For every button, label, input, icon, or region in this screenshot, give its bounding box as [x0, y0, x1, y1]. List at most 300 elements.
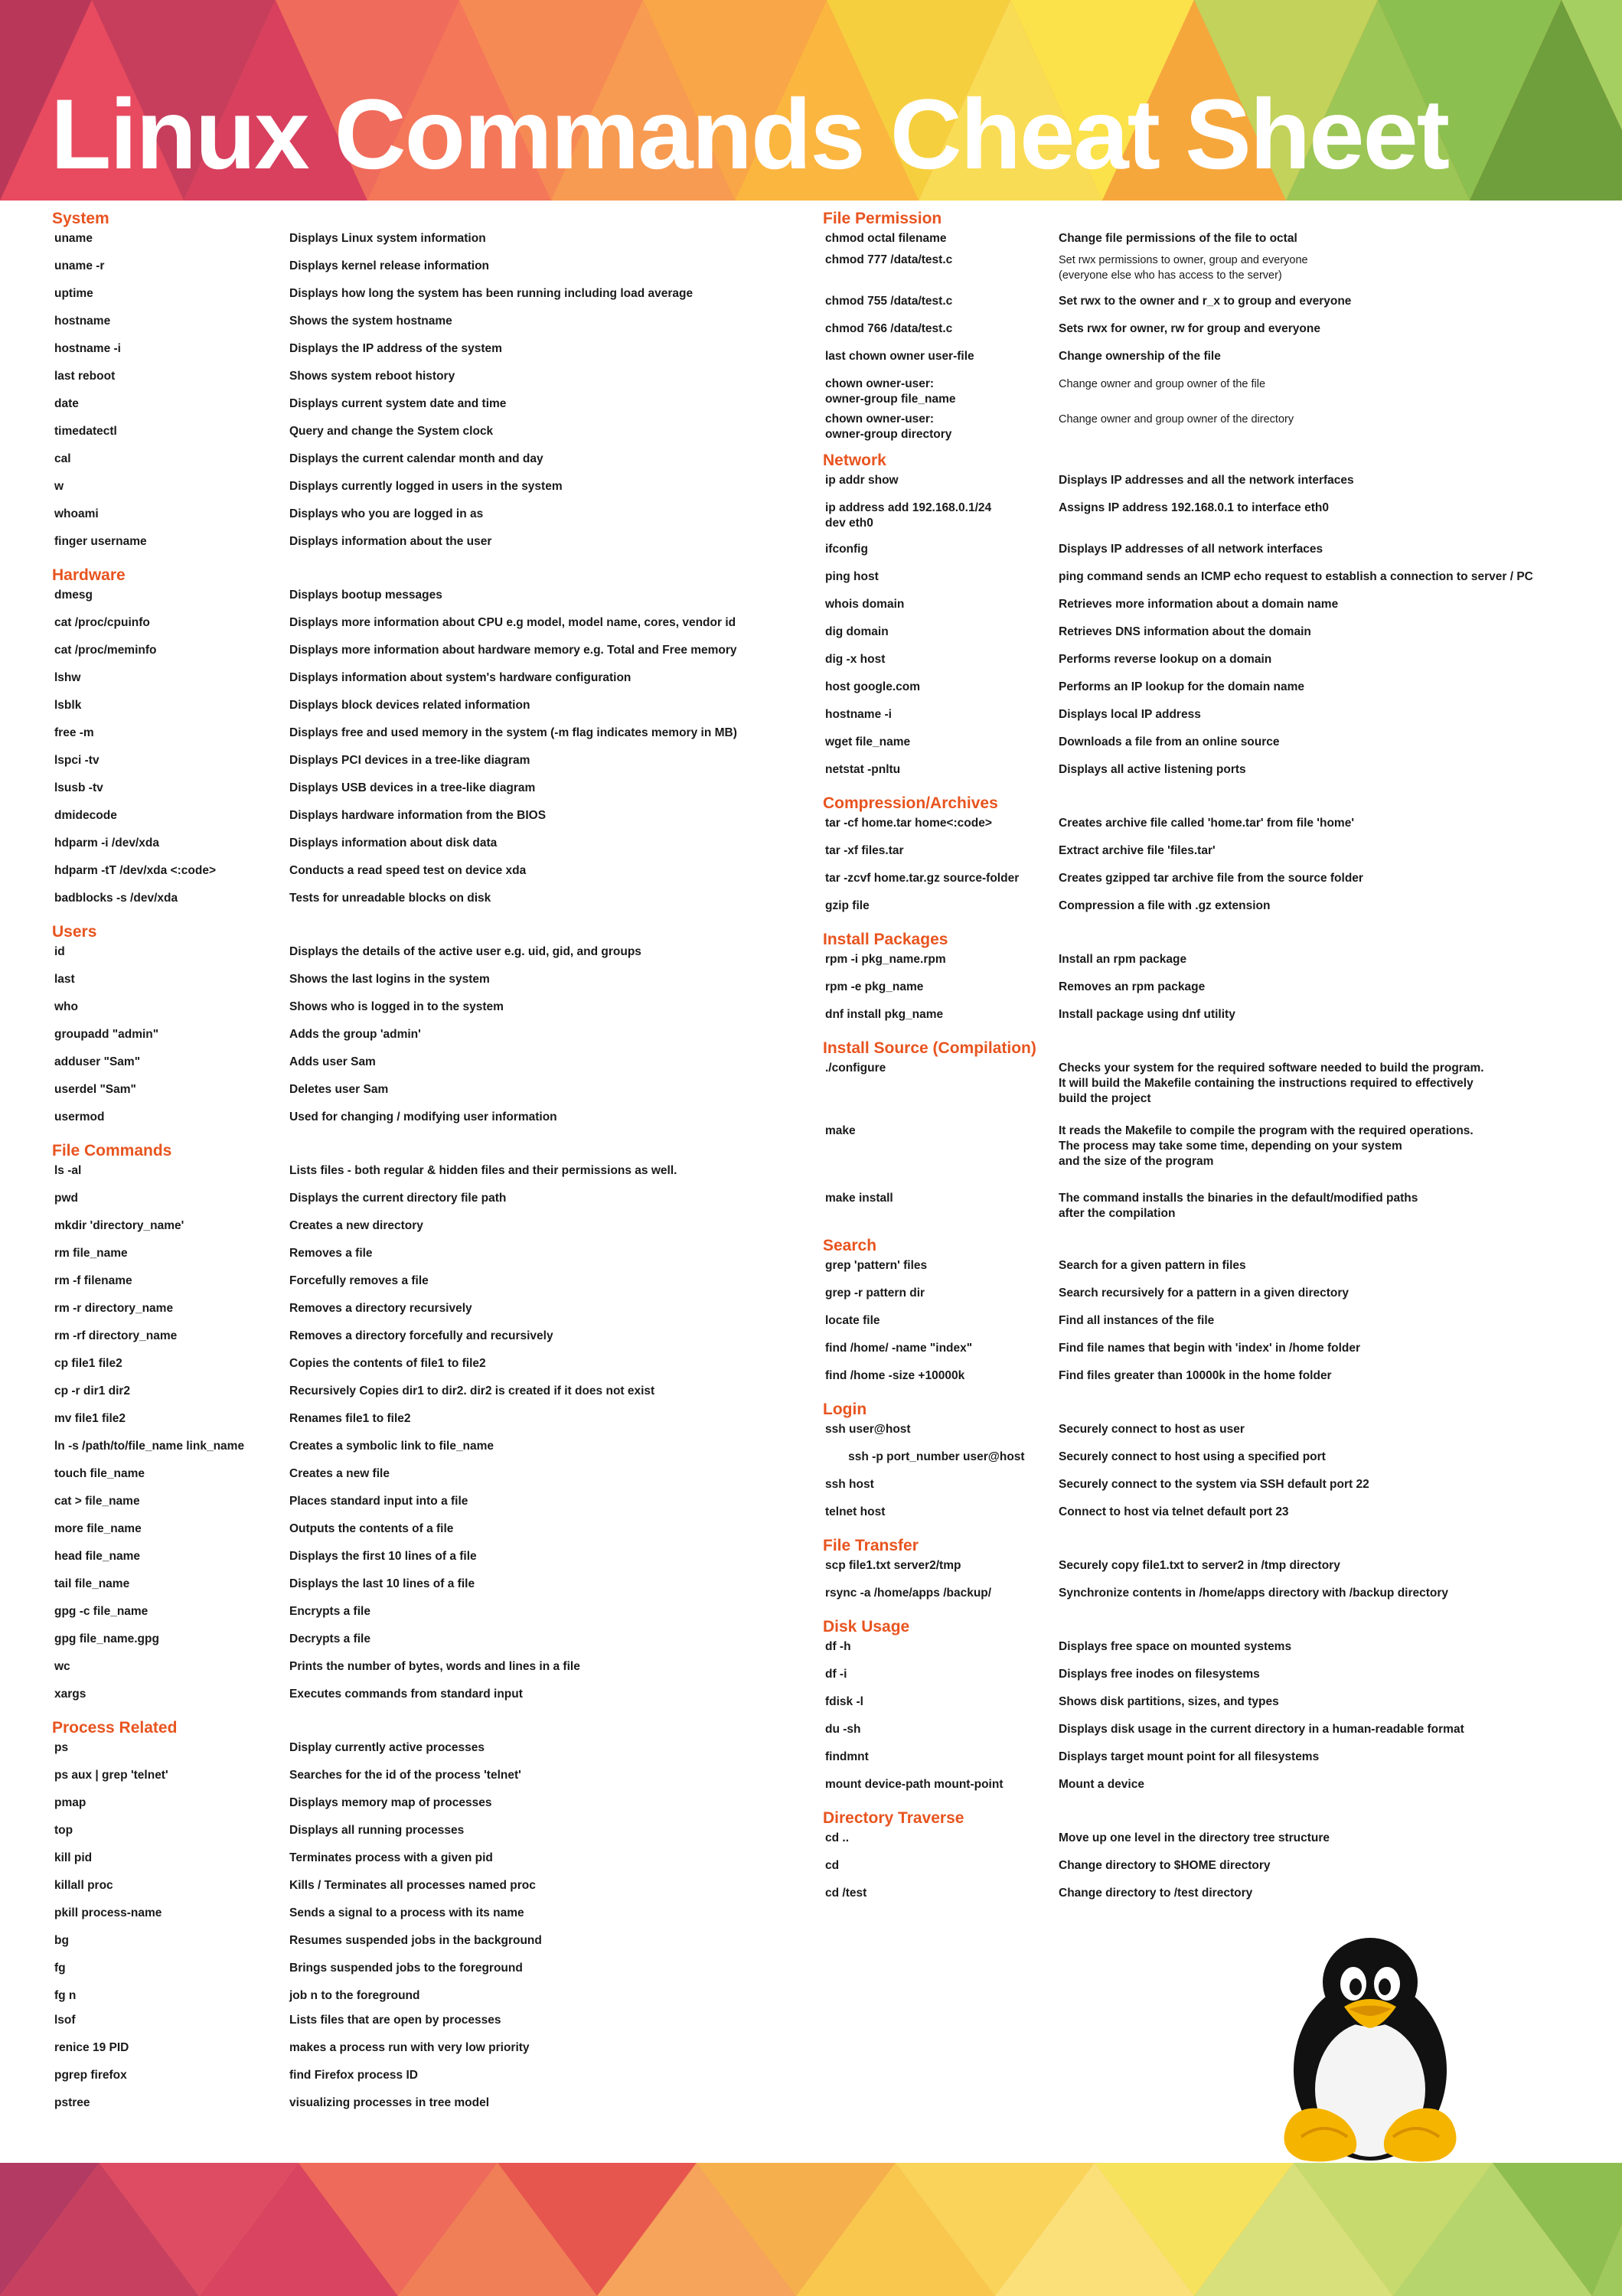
- command: dnf install pkg_name: [825, 1008, 944, 1021]
- command: gpg -c file_name: [54, 1605, 148, 1618]
- command: lsblk: [54, 699, 82, 712]
- description: Performs an IP lookup for the domain name: [1059, 680, 1304, 693]
- command: id: [54, 945, 65, 958]
- description: Displays local IP address: [1059, 708, 1201, 721]
- description: Display currently active processes: [289, 1741, 485, 1754]
- command-row: [52, 1384, 810, 1411]
- command: free -m: [54, 726, 94, 739]
- description: Downloads a file from an online source: [1059, 735, 1280, 748]
- command-row: [823, 680, 1596, 707]
- section-title-system: System: [52, 210, 109, 227]
- command: rm -f filename: [54, 1274, 132, 1287]
- command-row: [823, 501, 1596, 542]
- command-row: [823, 294, 1596, 321]
- command-row: [52, 1961, 810, 1988]
- command-row: [823, 899, 1596, 926]
- description: Install an rpm package: [1059, 953, 1187, 966]
- command-row: [52, 1933, 810, 1961]
- description-line: Checks your system for the required software needed to build the program.: [1059, 1062, 1484, 1075]
- command: ps: [54, 1741, 69, 1754]
- command: tar -zcvf home.tar.gz source-folder: [825, 872, 1020, 885]
- command: tar -xf files.tar: [825, 844, 904, 857]
- command: dig domain: [825, 625, 889, 638]
- description: Resumes suspended jobs in the background: [289, 1934, 542, 1947]
- section-title-users: Users: [52, 923, 97, 941]
- command-row: [52, 2040, 810, 2068]
- linux-tux-penguin-icon: [1271, 1936, 1470, 2166]
- command-row: [823, 843, 1596, 871]
- command-line: dev eth0: [825, 517, 873, 530]
- command: pmap: [54, 1796, 86, 1809]
- description: Displays PCI devices in a tree-like diagram: [289, 754, 530, 767]
- command-row: [52, 1494, 810, 1521]
- command: [825, 501, 991, 531]
- command-row: [823, 569, 1596, 597]
- description: [1059, 1191, 1418, 1221]
- description: Tests for unreadable blocks on disk: [289, 892, 491, 905]
- command-row: [52, 1906, 810, 1933]
- description: Retrieves DNS information about the domain: [1059, 625, 1311, 638]
- command: ssh -p port_number user@host: [825, 1450, 1025, 1463]
- command: timedatectl: [54, 425, 117, 438]
- description: Change directory to $HOME directory: [1059, 1859, 1271, 1872]
- command: make: [825, 1124, 856, 1137]
- description: Creates gzipped tar archive file from the source folder: [1059, 872, 1363, 885]
- command: ip addr show: [825, 474, 899, 487]
- command: ssh user@host: [825, 1423, 911, 1436]
- description: Executes commands from standard input: [289, 1688, 523, 1701]
- description: Recursively Copies dir1 to dir2. dir2 is created if it does not exist: [289, 1384, 655, 1397]
- section-title-login: Login: [823, 1401, 867, 1418]
- command-row: [823, 542, 1596, 569]
- description-line: The command installs the binaries in the default/modified paths: [1059, 1192, 1418, 1205]
- description: [1059, 1124, 1474, 1169]
- description: Search recursively for a pattern in a given directory: [1059, 1287, 1349, 1300]
- command: ping host: [825, 570, 879, 583]
- description: Renames file1 to file2: [289, 1412, 411, 1425]
- command: badblocks -s /dev/xda: [54, 892, 178, 905]
- command: groupadd "admin": [54, 1028, 159, 1041]
- command-row: [52, 2095, 810, 2123]
- description: Conducts a read speed test on device xda: [289, 864, 527, 877]
- command: chmod 755 /data/test.c: [825, 295, 953, 308]
- command-row: [823, 980, 1596, 1007]
- description: Displays the details of the active user e.g. uid, gid, and groups: [289, 945, 641, 958]
- command: mkdir 'directory_name': [54, 1219, 184, 1232]
- command: gpg file_name.gpg: [54, 1632, 159, 1645]
- command: mv file1 file2: [54, 1412, 126, 1425]
- command: xargs: [54, 1688, 86, 1701]
- command: head file_name: [54, 1550, 140, 1563]
- command: cd ..: [825, 1831, 850, 1844]
- command: whois domain: [825, 598, 905, 611]
- command-row: [52, 259, 810, 286]
- command: killall proc: [54, 1879, 113, 1892]
- command-row: [52, 396, 810, 424]
- description: Lists files that are open by processes: [289, 2014, 501, 2027]
- description: Forcefully removes a file: [289, 1274, 429, 1287]
- command-row: [823, 1777, 1596, 1805]
- description: Displays USB devices in a tree-like diagram: [289, 781, 536, 794]
- command-row: [52, 1218, 810, 1246]
- description: Creates a new directory: [289, 1219, 423, 1232]
- command-row: [52, 507, 810, 534]
- command: cp file1 file2: [54, 1357, 122, 1370]
- command-row: [823, 1286, 1596, 1313]
- command: netstat -pnltu: [825, 763, 901, 776]
- command-row: [823, 816, 1596, 843]
- command-row: [823, 349, 1596, 377]
- command-row: [823, 625, 1596, 652]
- description: Used for changing / modifying user information: [289, 1110, 557, 1124]
- description: Displays bootup messages: [289, 589, 442, 602]
- command-row: [52, 1521, 810, 1549]
- command-row: [52, 1000, 810, 1027]
- description: Sets rwx for owner, rw for group and everyone: [1059, 322, 1320, 335]
- command-row: [823, 1667, 1596, 1694]
- command: uptime: [54, 287, 93, 300]
- command-row: [823, 1750, 1596, 1777]
- command: mount device-path mount-point: [825, 1778, 1004, 1791]
- description: Performs reverse lookup on a domain: [1059, 653, 1272, 666]
- command-row: [823, 1061, 1596, 1124]
- command: host google.com: [825, 680, 920, 693]
- description: Connect to host via telnet default port 23: [1059, 1505, 1289, 1518]
- description: Prints the number of bytes, words and lines in a file: [289, 1660, 580, 1673]
- description: Shows disk partitions, sizes, and types: [1059, 1695, 1279, 1708]
- command: hdparm -tT /dev/xda <:code>: [54, 864, 217, 877]
- description: Find all instances of the file: [1059, 1314, 1215, 1327]
- command: hostname: [54, 315, 111, 328]
- command: hdparm -i /dev/xda: [54, 837, 159, 850]
- command: rm -rf directory_name: [54, 1329, 178, 1342]
- command: w: [54, 480, 64, 493]
- command: ln -s /path/to/file_name link_name: [54, 1440, 245, 1453]
- description: Change owner and group owner of the file: [1059, 378, 1266, 390]
- command-row: [52, 1439, 810, 1466]
- description: Copies the contents of file1 to file2: [289, 1357, 486, 1370]
- command: find /home/ -name "index": [825, 1342, 973, 1355]
- description: Displays who you are logged in as: [289, 507, 484, 520]
- section-title-file-permission: File Permission: [823, 210, 942, 227]
- description-line: and the size of the program: [1059, 1155, 1214, 1168]
- command: cd /test: [825, 1887, 867, 1900]
- command-row: [52, 1851, 810, 1878]
- command-row: [52, 753, 810, 781]
- description: visualizing processes in tree model: [289, 2096, 490, 2109]
- description: Assigns IP address 192.168.0.1 to interface eth0: [1059, 501, 1329, 514]
- description: Compression a file with .gz extension: [1059, 899, 1271, 912]
- command: cal: [54, 452, 71, 465]
- description: Securely connect to the system via SSH default port 22: [1059, 1478, 1369, 1491]
- command-line: chown owner-user:: [825, 413, 935, 426]
- command-row: [52, 1659, 810, 1687]
- command-row: [823, 871, 1596, 899]
- description: Brings suspended jobs to the foreground: [289, 1962, 523, 1975]
- command-row: [823, 1694, 1596, 1722]
- command: uname -r: [54, 259, 105, 272]
- description: [1059, 253, 1308, 283]
- description: Displays the last 10 lines of a file: [289, 1577, 475, 1590]
- command-row: [52, 1191, 810, 1218]
- command-row: [823, 1124, 1596, 1191]
- command-row: [823, 1886, 1596, 1913]
- command-row: [52, 1329, 810, 1356]
- section-title-directory-traverse: Directory Traverse: [823, 1809, 964, 1827]
- description-line: Set rwx permissions to owner, group and everyone: [1059, 254, 1308, 266]
- command: df -i: [825, 1668, 847, 1681]
- command-row: [52, 944, 810, 972]
- command: wget file_name: [825, 735, 911, 748]
- description: Displays the first 10 lines of a file: [289, 1550, 477, 1563]
- description: Query and change the System clock: [289, 425, 494, 438]
- command-row: [52, 670, 810, 698]
- command: dig -x host: [825, 653, 886, 666]
- description: Displays the current directory file path: [289, 1192, 507, 1205]
- command: pwd: [54, 1192, 78, 1205]
- description-line: (everyone else who has access to the server): [1059, 269, 1282, 282]
- description: Displays information about system's hardware configuration: [289, 671, 632, 684]
- section-title-install-packages: Install Packages: [823, 931, 948, 948]
- command: chmod octal filename: [825, 232, 947, 245]
- description: Creates a new file: [289, 1467, 390, 1480]
- command-row: [52, 231, 810, 259]
- command-row: [823, 1341, 1596, 1368]
- command: fdisk -l: [825, 1695, 863, 1708]
- command: fg n: [54, 1989, 77, 2002]
- description: makes a process run with very low priority: [289, 2041, 530, 2054]
- command: date: [54, 397, 79, 410]
- command: touch file_name: [54, 1467, 145, 1480]
- description: Displays Linux system information: [289, 232, 486, 245]
- description: Removes a directory forcefully and recursively: [289, 1329, 553, 1342]
- command-row: [823, 1422, 1596, 1450]
- command: lspci -tv: [54, 754, 100, 767]
- command: [825, 412, 951, 442]
- command-row: [52, 1411, 810, 1439]
- description: Synchronize contents in /home/apps directory with /backup directory: [1059, 1587, 1449, 1600]
- left-column: [52, 205, 810, 2123]
- command-row: [823, 1450, 1596, 1477]
- command-row: [823, 652, 1596, 680]
- command: userdel "Sam": [54, 1083, 136, 1096]
- command: du -sh: [825, 1723, 861, 1736]
- command-row: [52, 1687, 810, 1714]
- description: Terminates process with a given pid: [289, 1851, 493, 1864]
- command: rpm -e pkg_name: [825, 980, 924, 993]
- description: Displays the current calendar month and day: [289, 452, 543, 465]
- command: chmod 766 /data/test.c: [825, 322, 953, 335]
- command: rm file_name: [54, 1247, 128, 1260]
- description: Find file names that begin with 'index' in /home folder: [1059, 1342, 1361, 1355]
- command: wc: [54, 1660, 70, 1673]
- footer-banner: [0, 2163, 1622, 2296]
- command: df -h: [825, 1640, 851, 1653]
- description: Displays IP addresses and all the network interfaces: [1059, 474, 1354, 487]
- description: Creates archive file called 'home.tar' from file 'home': [1059, 817, 1355, 830]
- command-row: [52, 1110, 810, 1137]
- command-row: [52, 891, 810, 918]
- description: Securely connect to host as user: [1059, 1423, 1245, 1436]
- description: Displays target mount point for all filesystems: [1059, 1750, 1320, 1763]
- description: Removes a directory recursively: [289, 1302, 472, 1315]
- penguin-drawing: [1271, 1936, 1470, 2166]
- description: Find files greater than 10000k in the home folder: [1059, 1369, 1332, 1382]
- command-row: [52, 1027, 810, 1055]
- command-row: [823, 1505, 1596, 1532]
- command-row: [52, 808, 810, 836]
- description: Places standard input into a file: [289, 1495, 468, 1508]
- description: Set rwx to the owner and r_x to group and everyone: [1059, 295, 1352, 308]
- command: renice 19 PID: [54, 2041, 129, 2054]
- description-line: The process may take some time, depending on your system: [1059, 1140, 1402, 1153]
- command-row: [52, 1549, 810, 1577]
- description: Adds the group 'admin': [289, 1028, 421, 1041]
- description: Change ownership of the file: [1059, 350, 1221, 363]
- description-line: after the compilation: [1059, 1207, 1176, 1220]
- command: tar -cf home.tar home<:code>: [825, 817, 992, 830]
- command-row: [52, 479, 810, 507]
- description: Displays all running processes: [289, 1824, 465, 1837]
- command: chmod 777 /data/test.c: [825, 253, 953, 266]
- command: scp file1.txt server2/tmp: [825, 1559, 961, 1572]
- command-row: [823, 1722, 1596, 1750]
- description: Adds user Sam: [289, 1055, 376, 1068]
- command: adduser "Sam": [54, 1055, 141, 1068]
- command-line: ip address add 192.168.0.1/24: [825, 501, 992, 514]
- command: dmesg: [54, 589, 93, 602]
- command: ps aux | grep 'telnet': [54, 1769, 168, 1782]
- section-title-disk-usage: Disk Usage: [823, 1618, 910, 1636]
- description: Encrypts a file: [289, 1605, 370, 1618]
- page-title: Linux Commands Cheat Sheet: [51, 78, 1449, 190]
- description: Displays current system date and time: [289, 397, 507, 410]
- command: cat /proc/meminfo: [54, 644, 157, 657]
- description: Displays all active listening ports: [1059, 763, 1246, 776]
- command: make install: [825, 1192, 893, 1205]
- section-title-install-source: Install Source (Compilation): [823, 1039, 1036, 1057]
- command-row: [52, 863, 810, 891]
- command-row: [52, 1163, 810, 1191]
- command-row: [823, 1007, 1596, 1035]
- description: Move up one level in the directory tree structure: [1059, 1831, 1330, 1844]
- description-line: build the project: [1059, 1092, 1151, 1105]
- command-row: [52, 1795, 810, 1823]
- section-title-hardware: Hardware: [52, 566, 126, 584]
- command: ls -al: [54, 1164, 82, 1177]
- command-row: [52, 1082, 810, 1110]
- description: Displays information about the user: [289, 535, 492, 548]
- command-row: [52, 369, 810, 396]
- command: rm -r directory_name: [54, 1302, 174, 1315]
- command: dmidecode: [54, 809, 117, 822]
- command-row: [52, 1055, 810, 1082]
- command-row: [52, 781, 810, 808]
- command: more file_name: [54, 1522, 142, 1535]
- command-row: [52, 286, 810, 314]
- command-row: [52, 1740, 810, 1768]
- description: Install package using dnf utility: [1059, 1008, 1235, 1021]
- command-row: [823, 253, 1596, 294]
- description: Removes a file: [289, 1247, 373, 1260]
- command-row: [52, 836, 810, 863]
- command: finger username: [54, 535, 147, 548]
- section-title-file-transfer: File Transfer: [823, 1537, 919, 1554]
- description: Displays kernel release information: [289, 259, 490, 272]
- description: ping command sends an ICMP echo request to establish a connection to server / PC: [1059, 570, 1533, 583]
- command: find /home -size +10000k: [825, 1369, 965, 1382]
- command-row: [52, 1274, 810, 1301]
- command: pgrep firefox: [54, 2069, 127, 2082]
- description: job n to the foreground: [289, 1989, 420, 2002]
- description: [1059, 1061, 1484, 1107]
- command-row: [823, 1586, 1596, 1613]
- command: cat > file_name: [54, 1495, 140, 1508]
- command: gzip file: [825, 899, 870, 912]
- command-line: owner-group file_name: [825, 393, 956, 406]
- command: ./configure: [825, 1062, 886, 1075]
- command: uname: [54, 232, 93, 245]
- description: Searches for the id of the process 'telnet': [289, 1769, 521, 1782]
- command-row: [52, 1768, 810, 1795]
- description: Displays IP addresses of all network interfaces: [1059, 543, 1323, 556]
- description: Decrypts a file: [289, 1632, 370, 1645]
- description: Deletes user Sam: [289, 1083, 389, 1096]
- command-row: [52, 1823, 810, 1851]
- command-row: [52, 314, 810, 341]
- command-row: [823, 1258, 1596, 1286]
- description: Change file permissions of the file to octal: [1059, 232, 1297, 245]
- command-row: [52, 726, 810, 753]
- footer-triangles: [0, 2163, 1622, 2296]
- command-row: [52, 2013, 810, 2040]
- command-row: [823, 707, 1596, 735]
- description: find Firefox process ID: [289, 2069, 418, 2082]
- command: lshw: [54, 671, 81, 684]
- description-line: It will build the Makefile containing the instructions required to effectively: [1059, 1077, 1474, 1090]
- command: rsync -a /home/apps /backup/: [825, 1587, 992, 1600]
- command: hostname -i: [54, 342, 121, 355]
- command: cat /proc/cpuinfo: [54, 616, 150, 629]
- description: Displays more information about CPU e.g model, model name, cores, vendor id: [289, 616, 736, 629]
- command: cd: [825, 1859, 840, 1872]
- description: Removes an rpm package: [1059, 980, 1206, 993]
- description: Retrieves more information about a domain name: [1059, 598, 1339, 611]
- description: Outputs the contents of a file: [289, 1522, 454, 1535]
- command: tail file_name: [54, 1577, 130, 1590]
- description: Shows system reboot history: [289, 370, 455, 383]
- command: grep 'pattern' files: [825, 1259, 928, 1272]
- command-row: [52, 1356, 810, 1384]
- command-row: [52, 698, 810, 726]
- description: Kills / Terminates all processes named proc: [289, 1879, 536, 1892]
- command-row: [823, 735, 1596, 762]
- description: Displays how long the system has been running including load average: [289, 287, 694, 300]
- description: Securely connect to host using a specified port: [1059, 1450, 1326, 1463]
- description: Lists files - both regular & hidden files and their permissions as well.: [289, 1164, 677, 1177]
- command-row: [823, 377, 1596, 412]
- command: lsof: [54, 2014, 76, 2027]
- command-row: [52, 643, 810, 670]
- command: hostname -i: [825, 708, 892, 721]
- command: pkill process-name: [54, 1906, 162, 1919]
- command-row: [823, 1831, 1596, 1858]
- command-row: [52, 1632, 810, 1659]
- description: Shows the last logins in the system: [289, 973, 490, 986]
- description: Sends a signal to a process with its name: [289, 1906, 524, 1919]
- description: Creates a symbolic link to file_name: [289, 1440, 494, 1453]
- section-title-search: Search: [823, 1237, 877, 1254]
